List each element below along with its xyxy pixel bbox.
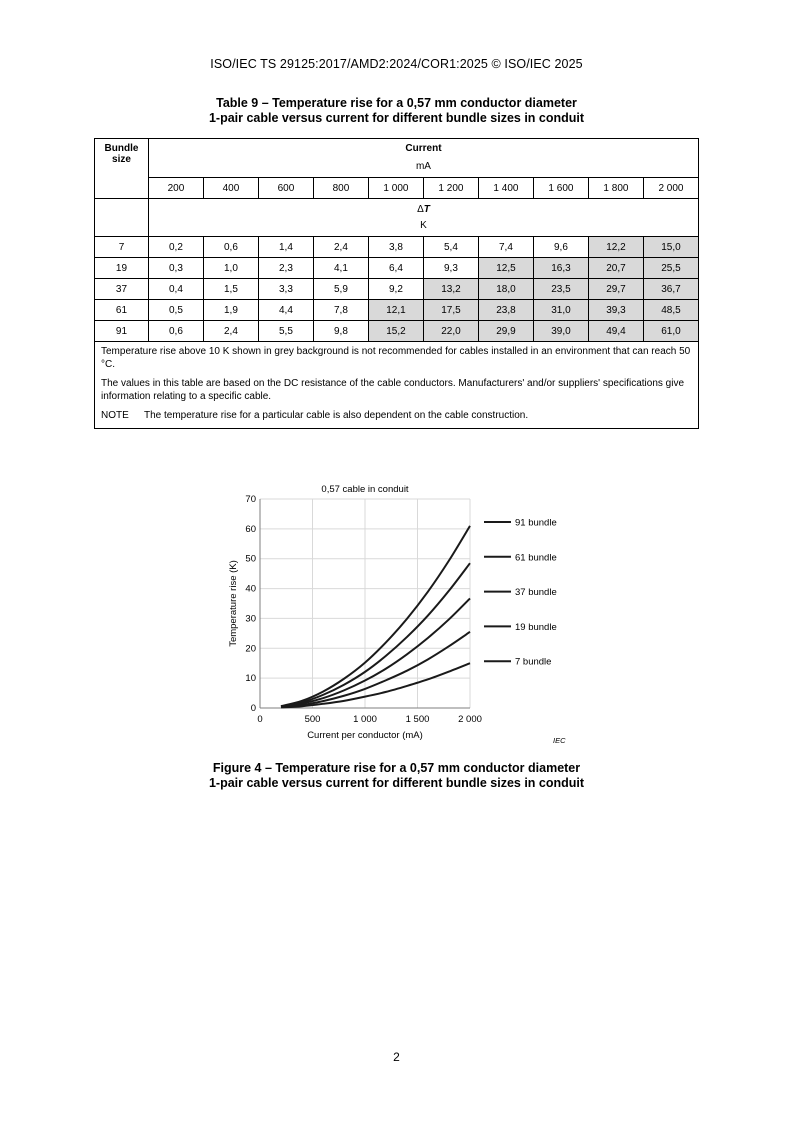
- legend-label-19-bundle: 19 bundle: [515, 621, 557, 633]
- current-value-cell: 1 000: [368, 178, 423, 199]
- temperature-cell: 3,3: [258, 279, 313, 300]
- temperature-cell: 7,4: [478, 237, 533, 258]
- temperature-cell: 49,4: [588, 321, 643, 342]
- temperature-cell: 2,4: [203, 321, 258, 342]
- temperature-cell: 3,8: [368, 237, 423, 258]
- temperature-rise-table: [94, 138, 699, 429]
- page-number: 2: [393, 1050, 400, 1064]
- current-header-label: Current: [405, 143, 442, 154]
- temperature-cell: 15,2: [368, 321, 423, 342]
- temperature-cell: 12,5: [478, 258, 533, 279]
- temperature-cell: 18,0: [478, 279, 533, 300]
- chart-title: 0,57 cable in conduit: [321, 484, 409, 495]
- series-line-91-bundle: [281, 526, 470, 706]
- temperature-cell: 48,5: [643, 300, 698, 321]
- legend-label-91-bundle: 91 bundle: [515, 517, 557, 529]
- x-tick-label: 1 500: [405, 714, 430, 725]
- temperature-cell: 0,6: [148, 321, 203, 342]
- temperature-cell: 0,2: [148, 237, 203, 258]
- table-row: [95, 237, 699, 258]
- temperature-rise-chart: [0, 475, 793, 755]
- y-tick-label: 30: [245, 613, 256, 625]
- delta-t-unit: K: [420, 220, 427, 231]
- table-header-row: [95, 139, 699, 178]
- note-text: The temperature rise for a particular cable is also dependent on the cable construction.: [144, 410, 529, 421]
- table-caption-line2: 1-pair cable versus current for different bundle sizes in conduit: [208, 111, 585, 125]
- current-value-cell: 2 000: [643, 178, 698, 199]
- current-value-cell: 1 600: [533, 178, 588, 199]
- y-tick-label: 0: [250, 703, 256, 714]
- temperature-cell: 23,5: [533, 279, 588, 300]
- temperature-cell: 1,4: [258, 237, 313, 258]
- temperature-cell: 25,5: [643, 258, 698, 279]
- legend-label-61-bundle: 61 bundle: [515, 552, 557, 564]
- current-value-cell: 1 800: [588, 178, 643, 199]
- bundle-size-cell: 7: [95, 237, 149, 258]
- temperature-cell: 5,9: [313, 279, 368, 300]
- table-notes: [95, 342, 699, 429]
- table-row: [95, 258, 699, 279]
- note-label: NOTE: [101, 410, 129, 421]
- bundle-size-cell: 37: [95, 279, 149, 300]
- table-row: [95, 321, 699, 342]
- temperature-cell: 2,4: [313, 237, 368, 258]
- series-line-19-bundle: [281, 632, 470, 707]
- legend-label-37-bundle: 37 bundle: [515, 587, 557, 599]
- empty-cell: [95, 199, 149, 237]
- temperature-cell: 16,3: [533, 258, 588, 279]
- y-tick-label: 20: [245, 643, 256, 655]
- temperature-cell: 4,4: [258, 300, 313, 321]
- table-row: [95, 279, 699, 300]
- bundle-size-cell: 91: [95, 321, 149, 342]
- temperature-cell: 0,5: [148, 300, 203, 321]
- current-value-cell: 600: [258, 178, 313, 199]
- table-note: The values in this table are based on the DC resistance of the cable conductors. Manufacturers' and/or suppliers' specifications give information relating to a specific cable.: [101, 378, 685, 402]
- delta-variable: T: [423, 204, 430, 215]
- temperature-cell: 39,0: [533, 321, 588, 342]
- table-note: Temperature rise above 10 K shown in grey background is not recommended for cables installed in an environment that can reach 50 °C.: [101, 346, 691, 370]
- temperature-cell: 23,8: [478, 300, 533, 321]
- current-value-cell: 800: [313, 178, 368, 199]
- figure-caption: [0, 761, 793, 791]
- delta-t-symbol: [149, 203, 698, 216]
- temperature-cell: 9,8: [313, 321, 368, 342]
- current-header: [148, 139, 698, 178]
- temperature-cell: 39,3: [588, 300, 643, 321]
- temperature-cell: 22,0: [423, 321, 478, 342]
- temperature-cell: 13,2: [423, 279, 478, 300]
- temperature-cell: 15,0: [643, 237, 698, 258]
- temperature-cell: 12,1: [368, 300, 423, 321]
- current-values-row: [95, 178, 699, 199]
- table-caption: [0, 96, 793, 126]
- temperature-cell: 2,3: [258, 258, 313, 279]
- delta-t-header-row: [95, 199, 699, 237]
- temperature-cell: 6,4: [368, 258, 423, 279]
- x-tick-label: 0: [257, 714, 263, 725]
- temperature-cell: 5,5: [258, 321, 313, 342]
- current-value-cell: 400: [203, 178, 258, 199]
- x-tick-label: 500: [304, 714, 321, 725]
- page-header: ISO/IEC TS 29125:2017/AMD2:2024/COR1:2025 © ISO/IEC 2025: [210, 57, 583, 71]
- temperature-cell: 0,4: [148, 279, 203, 300]
- temperature-cell: 29,9: [478, 321, 533, 342]
- temperature-cell: 1,0: [203, 258, 258, 279]
- table-row: [95, 300, 699, 321]
- y-tick-label: 50: [245, 553, 256, 565]
- table-caption-line1: Table 9 – Temperature rise for a 0,57 mm conductor diameter: [216, 96, 577, 110]
- x-tick-label: 1 000: [353, 714, 377, 725]
- y-tick-label: 70: [245, 494, 256, 505]
- iec-watermark: IEC: [553, 736, 566, 745]
- figure-caption-line2: 1-pair cable versus current for different bundle sizes in conduit: [208, 776, 585, 790]
- temperature-cell: 0,6: [203, 237, 258, 258]
- temperature-cell: 1,9: [203, 300, 258, 321]
- y-tick-label: 40: [245, 583, 256, 595]
- temperature-cell: 9,2: [368, 279, 423, 300]
- current-value-cell: 1 200: [423, 178, 478, 199]
- temperature-cell: 36,7: [643, 279, 698, 300]
- bundle-size-header: [95, 139, 149, 199]
- y-tick-label: 60: [245, 523, 256, 535]
- bundle-size-cell: 61: [95, 300, 149, 321]
- temperature-cell: 5,4: [423, 237, 478, 258]
- temperature-cell: 61,0: [643, 321, 698, 342]
- figure-caption-line1: Figure 4 – Temperature rise for a 0,57 mm conductor diameter: [212, 761, 581, 775]
- x-axis-label: Current per conductor (mA): [307, 730, 423, 741]
- temperature-cell: 12,2: [588, 237, 643, 258]
- y-axis-label: Temperature rise (K): [228, 560, 239, 647]
- temperature-cell: 17,5: [423, 300, 478, 321]
- temperature-cell: 4,1: [313, 258, 368, 279]
- bundle-size-cell: 19: [95, 258, 149, 279]
- chart-series: [281, 526, 470, 708]
- temperature-cell: 20,7: [588, 258, 643, 279]
- temperature-cell: 9,3: [423, 258, 478, 279]
- temperature-cell: 29,7: [588, 279, 643, 300]
- x-tick-label: 2 000: [458, 714, 482, 725]
- delta-symbol: Δ: [417, 204, 424, 215]
- temperature-cell: 7,8: [313, 300, 368, 321]
- chart-legend: [484, 518, 557, 668]
- temperature-cell: 0,3: [148, 258, 203, 279]
- current-unit: mA: [415, 161, 431, 172]
- bundle-header-word2: size: [112, 154, 131, 165]
- legend-label-7-bundle: 7 bundle: [515, 656, 552, 668]
- current-value-cell: 1 400: [478, 178, 533, 199]
- y-tick-label: 10: [245, 673, 256, 685]
- notes-row: [95, 342, 699, 429]
- temperature-cell: 31,0: [533, 300, 588, 321]
- temperature-cell: 1,5: [203, 279, 258, 300]
- current-value-cell: 200: [148, 178, 203, 199]
- delta-t-header: [148, 199, 698, 237]
- temperature-cell: 9,6: [533, 237, 588, 258]
- note-paragraph: [101, 410, 692, 423]
- bundle-header-word1: Bundle: [104, 143, 139, 154]
